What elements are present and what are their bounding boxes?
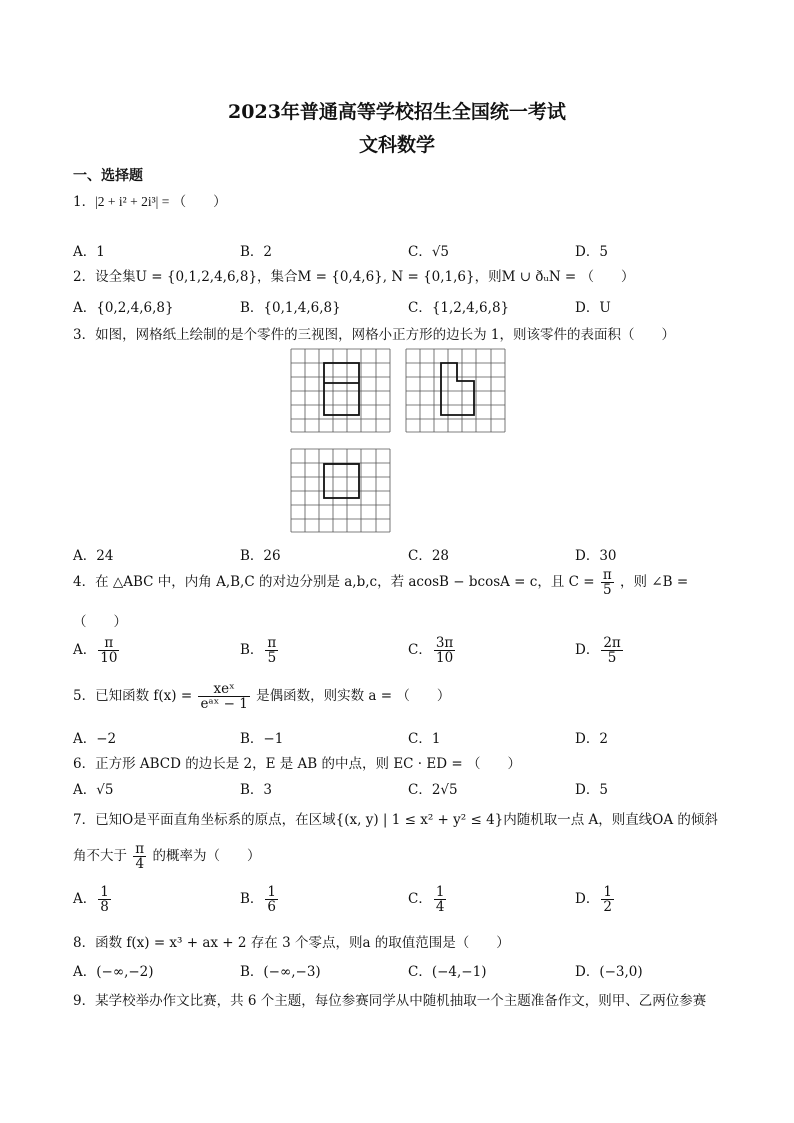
q7-option-d	[575, 885, 616, 914]
q7-option-b-frac	[265, 885, 278, 914]
q6-option-d: D．5	[575, 782, 608, 798]
frac-den: 8	[100, 899, 109, 916]
frac-num: π	[267, 635, 277, 651]
q1-stem: 1．	[73, 194, 96, 210]
frac-den: 10	[435, 650, 454, 667]
q7-option-b	[240, 885, 280, 914]
question-6: 6．正方形 ABCD 的边长是 2，E 是 AB 的中点，则 EC · ED = （ ）	[73, 756, 521, 772]
q4-option-b-frac	[265, 636, 278, 665]
q5-fraction	[198, 682, 249, 711]
question-8: 8．函数 f(x) = x³ + ax + 2 存在 3 个零点，则a 的取值范围是（ ）	[73, 935, 510, 951]
q4-option-c-frac	[434, 636, 455, 665]
q3-option-c: C．28	[408, 548, 450, 564]
q7-option-c	[408, 885, 448, 914]
frac-den: 10	[100, 650, 118, 667]
q7-fraction	[133, 842, 146, 871]
q6-option-b: B．3	[240, 782, 273, 798]
q4-stem-a: 4．在 △ABC 中，内角 A,B,C 的对边分别是 a,b,c，若 acosB − bcosA = c，且 C =	[73, 574, 595, 591]
q4-stem-b: ，则 ∠B =	[620, 574, 689, 591]
frac-num: 1	[267, 884, 277, 900]
q3-option-b: B．26	[240, 548, 281, 564]
q8-option-d: D．(−3,0)	[575, 964, 643, 980]
q4-option-b	[240, 636, 280, 665]
q4-fraction	[601, 568, 614, 597]
q7-stem2-a: 角不大于	[73, 848, 127, 865]
q4-option-a	[73, 636, 121, 665]
frac-num: 1	[603, 884, 612, 900]
q7-stem2-b: 的概率为（ ）	[152, 848, 261, 865]
frac-den: 4	[435, 899, 445, 916]
frac-den: 2	[603, 899, 612, 916]
q8-option-b: B．(−∞,−3)	[240, 964, 321, 980]
q5-option-c: C．1	[408, 731, 441, 747]
q3-option-a: A．24	[73, 548, 114, 564]
q5-option-b: B．−1	[240, 731, 284, 747]
q4-frac-den: 5	[603, 582, 612, 599]
q8-option-a: A．(−∞,−2)	[73, 964, 154, 980]
question-4	[73, 568, 688, 597]
q8-option-c: C．(−4,−1)	[408, 964, 487, 980]
q7-frac-den: 4	[135, 856, 145, 873]
frac-num: 1	[100, 884, 109, 900]
q4-option-d	[575, 636, 625, 665]
frac-den: 5	[267, 650, 277, 667]
q4-option-d-frac	[601, 636, 622, 665]
frac-num: 2π	[603, 635, 621, 651]
frac-num: 1	[435, 884, 445, 900]
q2-option-a: A．{0,2,4,6,8}	[73, 300, 174, 316]
q4-option-a-label: A．	[73, 642, 97, 659]
q4-option-a-frac	[98, 636, 119, 665]
q7-option-d-label: D．	[575, 891, 600, 908]
q4-option-b-label: B．	[240, 642, 264, 659]
q7-option-d-frac	[601, 885, 614, 914]
q2-option-d: D．U	[575, 300, 611, 316]
question-9: 9．某学校举办作文比赛，共 6 个主题，每位参赛同学从中随机抽取一个主题准备作文，则甲、乙两位参赛	[73, 993, 707, 1009]
q6-option-c: C．2√5	[408, 782, 458, 798]
q1-expression: |2 + i² + 2i³| = （ ）	[95, 194, 227, 209]
q4-frac-num: π	[602, 567, 612, 583]
question-2: 2．设全集U = {0,1,2,4,6,8}，集合M = {0,4,6}, N = {0,1,6}，则M ∪ ðᵤN = （ ）	[73, 269, 635, 285]
q6-option-a: A．√5	[73, 782, 114, 798]
q5-stem-a: 5．已知函数 f(x) =	[73, 688, 193, 705]
q1-option-a: A．1	[73, 244, 105, 260]
q7-option-c-frac	[434, 885, 447, 914]
q4-option-c-label: C．	[408, 642, 432, 659]
q1-option-c: C．√5	[408, 244, 450, 260]
q1-option-b: B．2	[240, 244, 273, 260]
question-3: 3．如图，网格纸上绘制的是个零件的三视图，网格小正方形的边长为 1，则该零件的表面积（ ）	[73, 327, 675, 343]
q4-option-c	[408, 636, 457, 665]
q5-stem-b: 是偶函数，则实数 a = （ ）	[256, 688, 451, 705]
q7-option-c-label: C．	[408, 891, 432, 908]
top-view-grid	[290, 448, 391, 533]
frac-den: 5	[607, 650, 617, 667]
q4-answer-paren: （ ）	[73, 614, 127, 630]
q1-option-d: D．5	[575, 244, 608, 260]
exam-title: 2023年普通高等学校招生全国统一考试	[228, 101, 566, 123]
q4-option-d-label: D．	[575, 642, 600, 659]
q5-option-d: D．2	[575, 731, 608, 747]
q5-frac-num: xeˣ	[198, 682, 249, 697]
q3-option-d: D．30	[575, 548, 617, 564]
q7-option-b-label: B．	[240, 891, 264, 908]
section-heading: 一、选择题	[73, 168, 143, 184]
question-5	[73, 682, 450, 711]
front-view-grid	[290, 348, 391, 433]
question-7-line2	[73, 842, 260, 871]
q5-frac-den: eᵃˣ − 1	[200, 696, 248, 713]
question-7: 7．已知O是平面直角坐标系的原点，在区域{(x, y) | 1 ≤ x² + y² ≤ 4}内随机取一点 A，则直线OA 的倾斜	[73, 812, 718, 828]
q7-option-a-label: A．	[73, 891, 97, 908]
frac-num: π	[98, 636, 119, 651]
q7-frac-num: π	[135, 841, 145, 857]
q2-option-b: B．{0,1,4,6,8}	[240, 300, 341, 316]
q2-option-c: C．{1,2,4,6,8}	[408, 300, 510, 316]
frac-den: 6	[267, 899, 277, 916]
frac-num: 3π	[435, 635, 454, 651]
q5-option-a: A．−2	[73, 731, 117, 747]
side-view-grid	[405, 348, 506, 433]
question-1	[73, 190, 227, 210]
q7-option-a	[73, 885, 113, 914]
q7-option-a-frac	[98, 885, 111, 914]
exam-subtitle: 文科数学	[358, 134, 435, 156]
